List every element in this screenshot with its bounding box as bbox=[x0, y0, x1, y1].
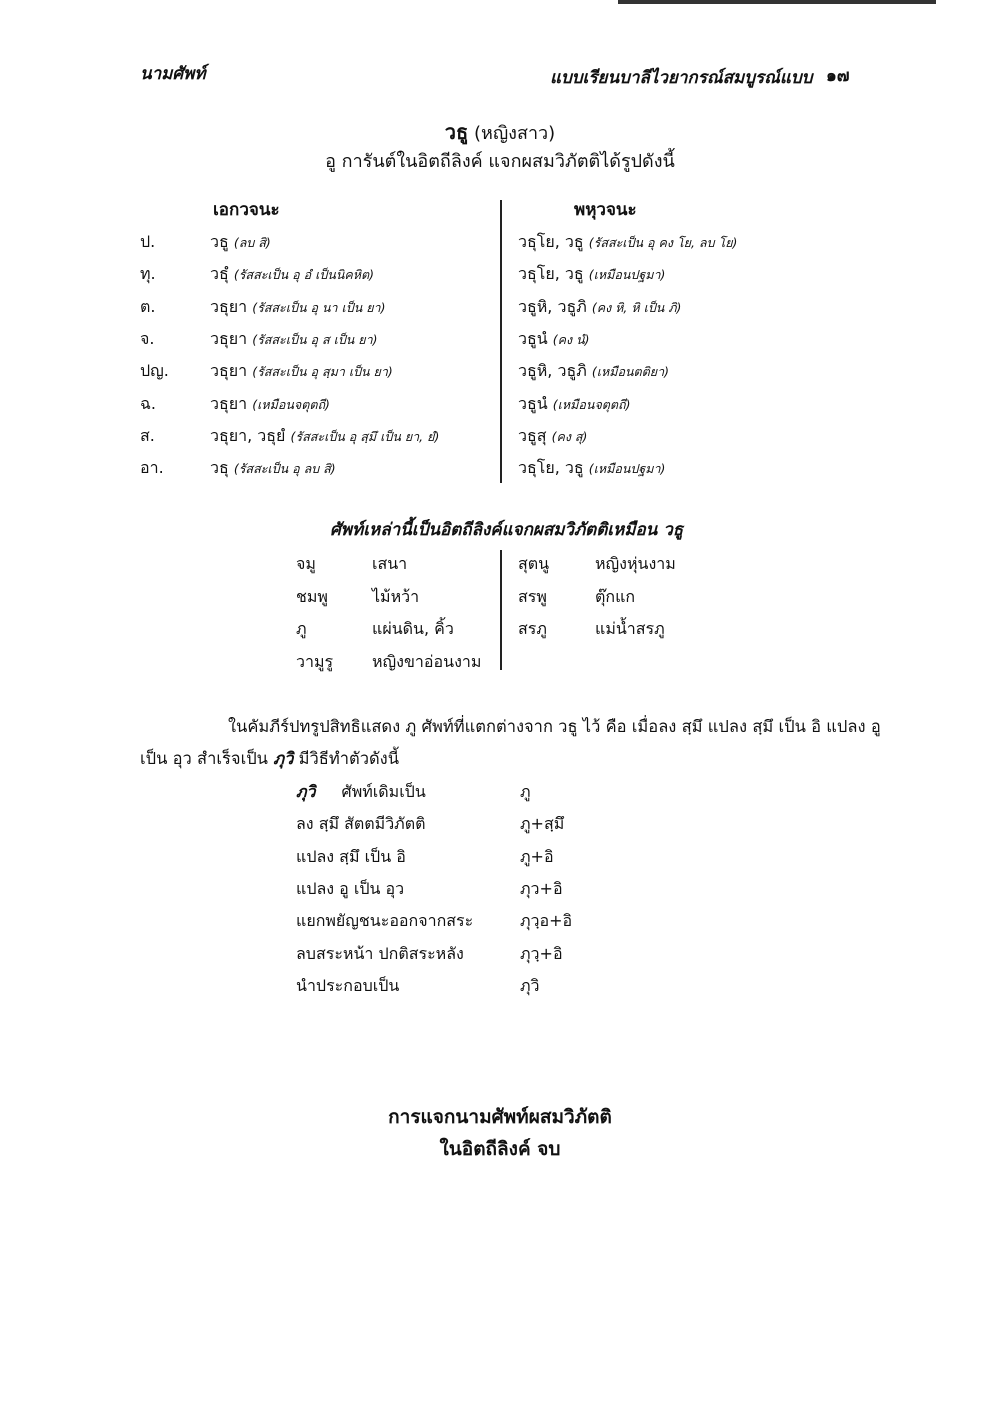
step-description: ลบสระหน้า ปกติสระหลัง bbox=[296, 943, 464, 963]
singular-form: วธุยา bbox=[210, 393, 248, 413]
plural-form: วธูหิ, วธูภิ bbox=[518, 361, 587, 381]
singular-form: วธุยา, วธุยํ bbox=[210, 425, 286, 445]
singular-cell bbox=[210, 230, 271, 255]
title-meaning: (หญิงสาว) bbox=[473, 123, 556, 144]
step-label bbox=[296, 974, 399, 999]
similar-word: วามูรู bbox=[296, 651, 334, 671]
singular-note: (รัสสะเป็น อุ สฺมึ เป็น ยา, ยํ) bbox=[290, 428, 440, 444]
plural-note: (คง หิ, หิ เป็น ภิ) bbox=[591, 299, 682, 315]
similar-meaning: เสนา bbox=[372, 554, 408, 573]
step-description: ลง สฺมึ สัตตมีวิภัตติ bbox=[296, 814, 426, 834]
plural-note: (คง สุ) bbox=[551, 428, 588, 444]
similar-heading: ศัพท์เหล่านี้เป็นอิตถีลิงค์แจกผสมวิภัตติเหมือน วธู bbox=[330, 520, 684, 540]
case-label: จ. bbox=[140, 328, 155, 348]
table-divider bbox=[500, 200, 502, 483]
singular-note: (ลบ สิ) bbox=[233, 235, 271, 250]
top-rule bbox=[618, 0, 936, 4]
col-plural-header: พหุวจนะ bbox=[574, 200, 637, 220]
singular-cell bbox=[210, 262, 374, 287]
case-label: อา. bbox=[140, 458, 164, 478]
singular-form: วธุํ bbox=[210, 264, 229, 284]
title-word: วธู bbox=[444, 120, 469, 144]
case-label: ป. bbox=[140, 232, 156, 251]
step-label bbox=[296, 812, 426, 837]
plural-note: (เหมือนปฐมา) bbox=[588, 461, 666, 477]
plural-note: (คง นํ) bbox=[552, 331, 590, 347]
similar-word: จมู bbox=[296, 554, 316, 573]
plural-cell bbox=[518, 456, 665, 481]
step-description: ศัพท์เดิมเป็น bbox=[341, 782, 426, 801]
step-form: ภุว+อิ bbox=[520, 878, 563, 898]
singular-note: (รัสสะเป็น อุ ส เป็น ยา) bbox=[252, 331, 378, 347]
plural-form: วธุโย, วธู bbox=[518, 232, 584, 251]
step-label bbox=[296, 909, 473, 934]
step-bold-word: ภุวิ bbox=[296, 782, 316, 801]
header-section: นามศัพท์ bbox=[140, 64, 206, 84]
singular-form: วธุยา bbox=[210, 296, 248, 316]
subtitle: อู การันต์ในอิตถีลิงค์ แจกผสมวิภัตติได้รูปดังนี้ bbox=[325, 151, 675, 172]
step-description: นำประกอบเป็น bbox=[296, 975, 400, 995]
case-label: ทุ. bbox=[140, 264, 156, 284]
singular-form: วธู bbox=[210, 232, 229, 251]
step-description: แยกพยัญชนะออกจากสระ bbox=[296, 911, 474, 931]
plural-cell bbox=[518, 230, 737, 255]
singular-form: วธุยา bbox=[210, 328, 248, 348]
title-line bbox=[0, 116, 1000, 148]
similar-meaning: หญิงหุ่นงาม bbox=[595, 554, 676, 573]
singular-cell bbox=[210, 392, 330, 417]
singular-note: (รัสสะเป็น อุ ลบ สิ) bbox=[233, 461, 336, 477]
plural-cell bbox=[518, 392, 630, 417]
paragraph-line-2-start: เป็น อุว สำเร็จเป็น bbox=[140, 749, 268, 768]
paragraph-bold-word: ภุวิ bbox=[273, 749, 294, 768]
singular-cell bbox=[210, 424, 439, 449]
similar-word: ภู bbox=[296, 619, 307, 638]
step-description: แปลง สฺมึ เป็น อิ bbox=[296, 846, 406, 866]
plural-note: (เหมือนปฐมา) bbox=[588, 267, 666, 283]
similar-meaning: ไม้หว้า bbox=[372, 586, 420, 606]
header-book-title: แบบเรียนบาลีไวยากรณ์สมบูรณ์แบบ bbox=[550, 68, 813, 88]
step-label bbox=[296, 877, 404, 902]
singular-form: วธุ bbox=[210, 458, 229, 478]
col-singular-header: เอกวจนะ bbox=[213, 200, 280, 220]
singular-cell bbox=[210, 359, 393, 384]
step-form: ภู bbox=[520, 782, 531, 801]
paragraph-line-2 bbox=[140, 746, 399, 772]
plural-cell bbox=[518, 359, 669, 384]
singular-note: (รัสสะเป็น อุ สฺมา เป็น ยา) bbox=[252, 364, 393, 380]
similar-word: สุตนู bbox=[518, 554, 550, 573]
paragraph-line-2-end: มีวิธีทำตัวดังนี้ bbox=[298, 749, 400, 768]
similar-meaning: แม่น้ำสรภู bbox=[595, 619, 665, 638]
plural-form: วธูสุ bbox=[518, 425, 547, 445]
similar-word: สรภู bbox=[518, 619, 547, 638]
step-form: ภุวฺ+อิ bbox=[520, 943, 563, 963]
step-label bbox=[296, 780, 426, 805]
similar-divider bbox=[500, 550, 502, 670]
plural-form: วธูนํ bbox=[518, 328, 548, 348]
similar-meaning: ตุ๊กแก bbox=[595, 586, 636, 606]
plural-note: (เหมือนจตุตถี) bbox=[552, 396, 631, 412]
similar-meaning: หญิงขาอ่อนงาม bbox=[372, 651, 482, 671]
similar-word: ชมพู bbox=[296, 586, 328, 606]
singular-cell bbox=[210, 456, 336, 481]
step-form: ภู+อิ bbox=[520, 846, 554, 866]
plural-form: วธุโย, วธู bbox=[518, 264, 584, 284]
plural-cell bbox=[518, 424, 587, 449]
singular-note: (รัสสะเป็น อุ นา เป็น ยา) bbox=[252, 299, 386, 315]
plural-form: วธุโย, วธู bbox=[518, 458, 584, 478]
singular-cell bbox=[210, 295, 385, 320]
plural-note: (เหมือนตติยา) bbox=[591, 364, 669, 380]
paragraph-line-1: ในคัมภีร์ปทรูปสิทธิแสดง ภู ศัพท์ที่แตกต่างจาก วธู ไว้ คือ เมื่อลง สฺมึ แปลง สฺมึ เป็น อิ แปลง อู bbox=[228, 717, 881, 736]
similar-meaning: แผ่นดิน, คิ้ว bbox=[372, 619, 454, 638]
case-label: ปญ. bbox=[140, 361, 169, 381]
plural-cell bbox=[518, 327, 590, 352]
similar-word: สรพู bbox=[518, 586, 547, 606]
footer-line-1: การแจกนามศัพท์ผสมวิภัตติ bbox=[388, 1106, 612, 1128]
step-form: ภู+สฺมึ bbox=[520, 814, 565, 834]
page-number: ๑๗ bbox=[826, 66, 850, 86]
case-label: ฉ. bbox=[140, 393, 156, 413]
step-form: ภุวฺอ+อิ bbox=[520, 911, 573, 931]
step-description: แปลง อู เป็น อุว bbox=[296, 878, 405, 898]
singular-cell bbox=[210, 327, 378, 352]
plural-cell bbox=[518, 262, 665, 287]
singular-note: (เหมือนจตุตถี) bbox=[252, 396, 330, 412]
step-form: ภุวิ bbox=[520, 975, 540, 995]
step-label bbox=[296, 845, 406, 870]
plural-cell bbox=[518, 295, 681, 320]
plural-note: (รัสสะเป็น อุ คง โย, ลบ โย) bbox=[588, 235, 738, 250]
case-label: ต. bbox=[140, 296, 156, 316]
plural-form: วธูนํ bbox=[518, 393, 548, 413]
singular-note: (รัสสะเป็น อุ อํ เป็นนิคหิต) bbox=[233, 267, 374, 283]
footer-line-2: ในอิตถีลิงค์ จบ bbox=[439, 1138, 561, 1160]
case-label: ส. bbox=[140, 425, 155, 445]
step-label bbox=[296, 942, 464, 967]
singular-form: วธุยา bbox=[210, 361, 248, 381]
plural-form: วธูหิ, วธูภิ bbox=[518, 296, 587, 316]
